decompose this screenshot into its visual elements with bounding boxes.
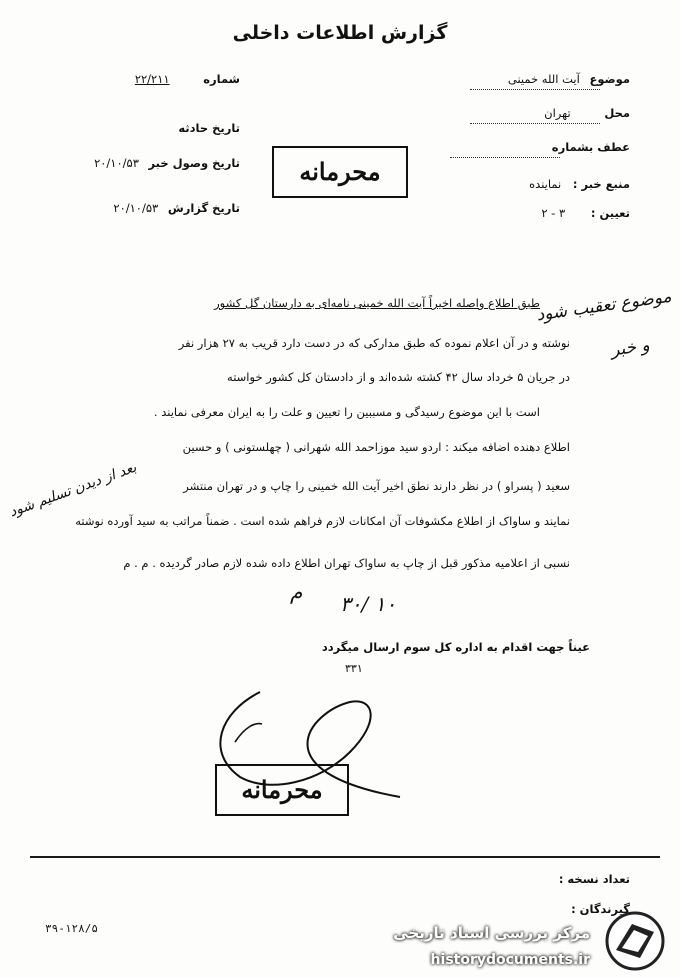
- number-field: [40, 72, 240, 86]
- subject-underline: [470, 88, 600, 90]
- reference-underline: [450, 156, 560, 158]
- subject-label: موضوع: [589, 72, 630, 86]
- body-line-6: سعید ( پسراو ) در نظر دارند نطق اخیر آیت الله خمینی را چاپ و در تهران منتشر: [183, 479, 570, 493]
- source-label: منبع خبر :: [572, 177, 630, 191]
- event-date-field: [40, 121, 240, 135]
- recipients-label: گیرندگان :: [571, 902, 630, 916]
- report-date-label: تاریخ گزارش: [167, 201, 240, 215]
- side-note: بعد از دیدن تسلیم شود: [7, 459, 139, 521]
- confidential-stamp-bottom: محرمانه: [215, 764, 349, 816]
- number-label: شماره: [203, 72, 240, 86]
- signature-1: م: [290, 580, 303, 604]
- receipt-date-field: [40, 156, 240, 170]
- event-date-label: تاریخ حادثه: [178, 121, 240, 135]
- location-label: محل: [604, 106, 630, 120]
- body-line-1: طبق اطلاع واصله اخیراً آیت الله خمینی نامه‌ای به دارستان گل کشور: [214, 296, 540, 310]
- source-value: نماینده: [529, 177, 562, 191]
- document-number: ۳۹-۱۲۸/۵: [45, 922, 98, 935]
- watermark-text-en: historydocuments.ir: [430, 952, 590, 968]
- receipt-date-value: ۲۰/۱۰/۵۳: [94, 156, 139, 170]
- reference-label: عطف بشماره: [551, 140, 630, 154]
- body-line-2: نوشته و در آن اعلام نموده که طبق مدارکی که در دست دارد قریب به ۲۷ هزار نفر: [178, 336, 570, 350]
- report-date-value: ۲۰/۱۰/۵۳: [113, 201, 159, 215]
- grade-field: [541, 206, 630, 220]
- number-value: ۲۲/۲۱۱: [134, 72, 170, 86]
- signature-2: ۳۰/ ۱۰: [340, 592, 397, 616]
- footer-separator: [30, 856, 660, 858]
- margin-note-2: و خبر: [610, 335, 652, 361]
- copies-label: تعداد نسخه :: [558, 872, 630, 886]
- watermark-text-fa: مرکز بررسی اسناد تاریخی: [393, 924, 590, 942]
- archive-logo-icon: [602, 910, 668, 972]
- body-line-5: اطلاع دهنده اضافه میکند : اردو سید موزاحمد الله شهرانی ( چهلستونی ) و حسین: [182, 440, 570, 454]
- margin-note-1: موضوع تعقیب شود: [535, 286, 673, 326]
- subject-value: آیت الله خمینی: [507, 72, 580, 86]
- body-line-7: نمایند و ساواک از اطلاع مکشوفات آن امکانات لازم فراهم شده است . ضمناً مراتب به سید آورده نوشته: [75, 514, 570, 528]
- document-title: گزارش اطلاعات داخلی: [232, 22, 448, 44]
- distribution-code: ۳۳۱: [345, 662, 363, 675]
- grade-label: تعیین :: [590, 206, 630, 220]
- location-underline: [470, 122, 600, 124]
- report-date-field: [40, 201, 240, 215]
- distribution-line: عیناً جهت اقدام به اداره کل سوم ارسال میگردد: [321, 640, 590, 654]
- body-line-4: است با این موضوع رسیدگی و مسببین را تعیین و علت را به ایران معرفی نمایند .: [153, 405, 540, 419]
- location-value: تهران: [544, 106, 571, 120]
- source-field: [529, 177, 630, 191]
- confidential-stamp-top: محرمانه: [272, 146, 408, 198]
- subject-field: [508, 72, 630, 86]
- receipt-date-label: تاریخ وصول خبر: [148, 156, 240, 170]
- body-line-3: در جریان ۵ خرداد سال ۴۲ کشته شده‌اند و از دادستان کل کشور خواسته: [227, 370, 570, 384]
- grade-value: ۳ - ۲: [541, 206, 566, 220]
- reference-field: [552, 140, 630, 154]
- body-line-8: نسبی از اعلامیه مذکور قبل از چاپ به ساواک تهران اطلاع داده شده لازم صادر گردیده . م . م: [123, 556, 570, 570]
- location-field: [544, 106, 630, 120]
- copies-field: [559, 872, 630, 886]
